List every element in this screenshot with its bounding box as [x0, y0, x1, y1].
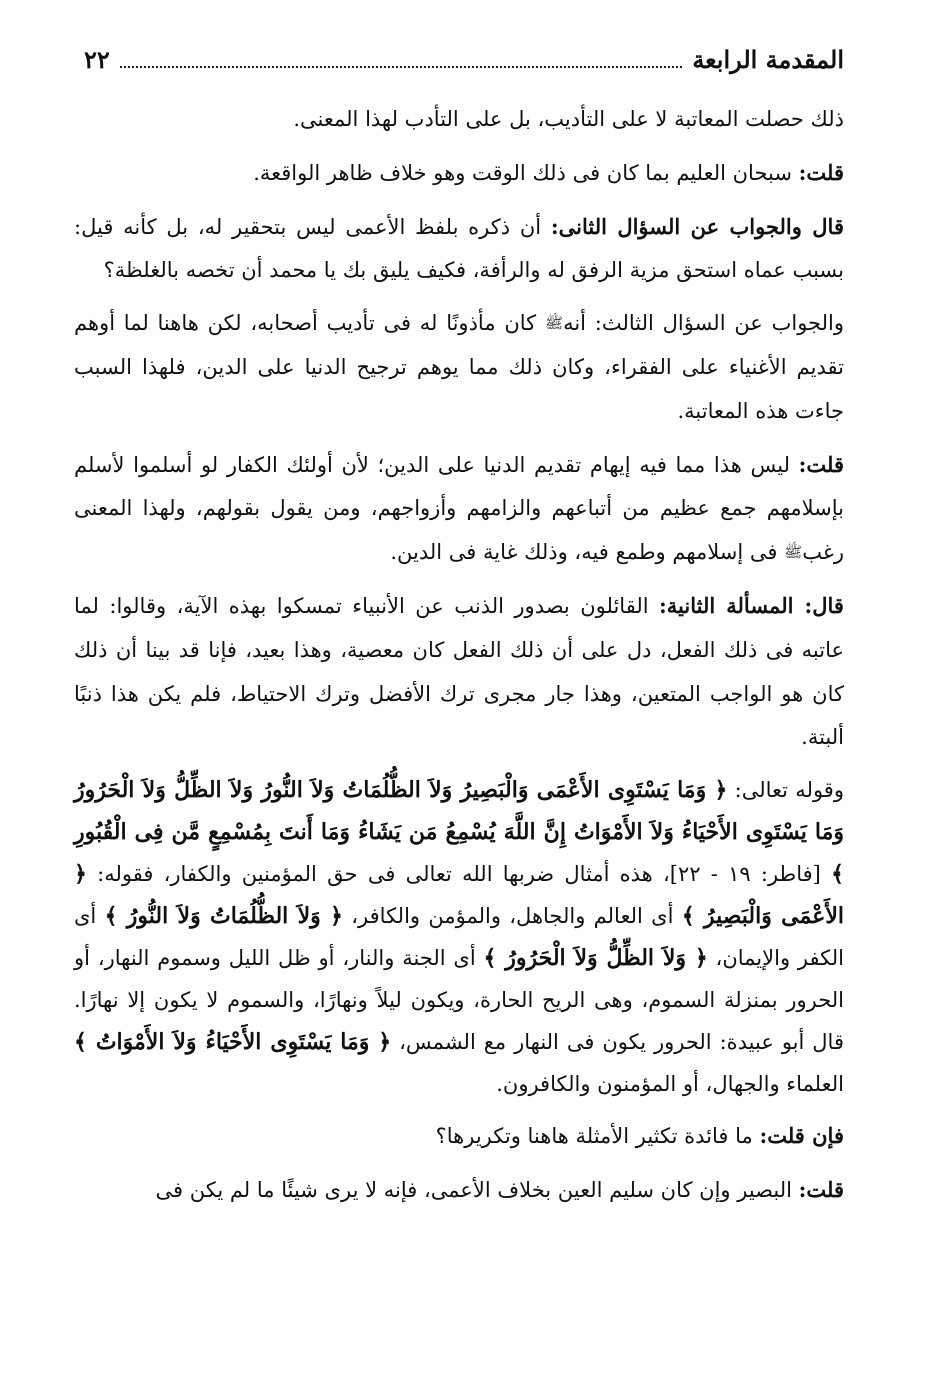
paragraph-text: والجواب عن السؤال الثالث: أنه: [563, 311, 844, 336]
paragraph-text-cont: كان مأذونًا له فى تأديب أصحابه، لكن هاهنا لما أوهم تقديم الأغنياء على الفقراء، وكان ذلك مما يوهم ترجيح الدنيا على الدين، فلهذا السبب جاءت هذه المعاتبة.: [74, 311, 844, 423]
quran-verse-d: ﴿ وَمَا يَسْتَوِى الأَحْيَاءُ وَلاَ الأَمْوَاتُ ﴾: [74, 1029, 392, 1056]
paragraph-lead: قلت:: [798, 1176, 844, 1202]
verse-reference: [فاطر: ١٩ - ٢٢]، هذه أمثال ضربها الله تعالى فى حق المؤمنين والكفار، فقوله:: [86, 862, 832, 887]
body-text: [74, 98, 844, 1213]
paragraph-text: البصير وإن كان سليم العين بخلاف الأعمى، فإنه لا يرى شيئًا ما لم يكن فى: [155, 1177, 799, 1202]
paragraph-text: أن ذكره بلفظ الأعمى ليس بتحقير له، بل كأنه قيل: بسبب عماه استحق مزية الرفق له والرأفة، فكيف يليق بك يا محمد أن تخصه بالغلظة؟: [74, 214, 844, 283]
paragraph-7: [74, 769, 844, 1105]
paragraph-3: [74, 205, 844, 294]
running-header: [74, 44, 844, 78]
paragraph-1: [74, 98, 844, 142]
page-number: ٢٢: [84, 45, 110, 74]
paragraph-text: ليس هذا مما فيه إيهام تقديم الدنيا على الدين؛ لأن أولئك الكفار لو أسلموا لأسلم بإسلامهم جمع عظيم من أتباعهم والزامهم وأزواجهم، ومن يقول بقولهم، ولهذا المعنى رغب: [74, 452, 844, 565]
quran-verse-main: ﴿ وَمَا يَسْتَوِى الأَعْمَى وَالْبَصِيرُ وَلاَ الظُّلُمَاتُ وَلاَ النُّورُ وَلاَ الظِّلُّ وَلاَ الْحَرُورُ وَمَا يَسْتَوِى الأَحْيَاءُ وَلاَ الأَمْوَاتُ إِنَّ اللَّهَ يُسْمِعُ مَن يَشَاءُ وَمَا أَنتَ بِمُسْمِعٍ مَّن فِى الْقُبُورِ ﴾: [74, 777, 844, 888]
header-dot-leader: [120, 66, 683, 68]
paragraph-text: سبحان العليم بما كان فى ذلك الوقت وهو خلاف ظاهر الواقعة.: [253, 160, 799, 185]
quran-verse-a: ﴿ الأَعْمَى وَالْبَصِيرُ ﴾: [74, 861, 845, 930]
paragraph-lead: فإن قلت:: [759, 1123, 844, 1149]
paragraph-text-cont: فى إسلامهم وطمع فيه، وذلك غاية فى الدين.: [390, 540, 785, 565]
paragraph-lead: قلت:: [798, 159, 844, 185]
salla-glyph: ﷺ: [544, 314, 564, 333]
gloss-d: العلماء والجهال، أو المؤمنون والكافرون.: [496, 1072, 844, 1097]
gloss-b: أى الكفر والإيمان،: [74, 904, 844, 971]
chapter-title: المقدمة الرابعة: [692, 45, 844, 74]
paragraph-text: ذلك حصلت المعاتبة لا على التأديب، بل على التأدب لهذا المعنى.: [293, 107, 844, 131]
quran-verse-b: ﴿ وَلاَ الظُّلُمَاتُ وَلاَ النُّورُ ﴾: [104, 903, 343, 930]
paragraph-9: [74, 1168, 844, 1213]
paragraph-2: [74, 151, 844, 196]
salla-glyph: ﷺ: [784, 543, 803, 562]
gloss-a: أى العالم والجاهل، والمؤمن والكافر،: [342, 904, 682, 929]
paragraph-8: [74, 1114, 844, 1159]
paragraph-6: [74, 584, 844, 760]
paragraph-text: ما فائدة تكثير الأمثلة هاهنا وتكريرها؟: [435, 1124, 760, 1149]
gloss-c: أى الجنة والنار، أو ظل الليل وسموم النهار، أو الحرور بمنزلة السموم، وهى الريح الحارة، ويكون ليلاً ونهارًا، والسموم لا يكون إلا نهارًا. قال أبو عبيدة: الحرور يكون فى النهار مع الشمس،: [74, 946, 844, 1055]
paragraph-text: القائلون بصدور الذنب عن الأنبياء تمسكوا بهذه الآية، وقالوا: لما عاتبه فى ذلك الفعل، دل على أن ذلك الفعل كان معصية، وهذا بعيد، فإنا قد بينا أن ذلك كان هو الواجب المتعين، وهذا جار مجرى ترك الأفضل وترك الاحتياط، فلم يكن هذا ذنبًا ألبتة.: [74, 593, 844, 750]
paragraph-5: [74, 443, 844, 575]
paragraph-lead: قال: المسألة الثانية:: [659, 592, 844, 618]
paragraph-lead: قال والجواب عن السؤال الثانى:: [550, 213, 844, 239]
paragraph-lead: قلت:: [798, 451, 844, 477]
paragraph-4: [74, 302, 844, 433]
quran-verse-c: ﴿ وَلاَ الظِّلُّ وَلاَ الْحَرُورُ ﴾: [483, 945, 708, 972]
paragraph-intro: وقوله تعالى:: [727, 778, 844, 803]
